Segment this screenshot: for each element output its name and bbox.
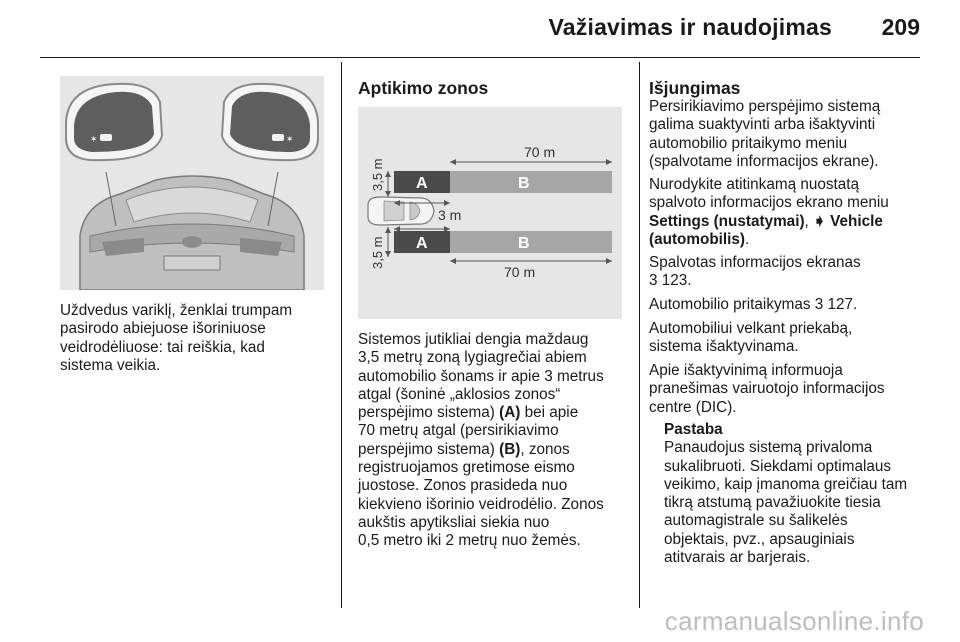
text-span: perspėjimo sistema): [358, 404, 500, 422]
text-line: tikrą atstumą pavažiuokite tiesia: [664, 494, 881, 512]
text-line: automobilio pritaikymo meniu: [649, 134, 848, 152]
text-line: veikimo, kaip įmanoma greičiau tam: [664, 475, 908, 493]
col3-paragraph-3: [649, 254, 861, 291]
note-block: [664, 421, 907, 567]
text-line: Nurodykite atitinkamą nuostatą: [649, 176, 860, 193]
text-line: Apie išaktyvinimą informuoja: [649, 362, 843, 379]
text-line: Automobilio pritaikymas 3 127.: [649, 296, 858, 313]
zone-b-top-label: B: [518, 175, 530, 192]
col1-paragraph: [60, 302, 292, 375]
text-line: Persirikiavimo perspėjimo sistemą: [649, 98, 881, 115]
text-line: automagistrale su šalikelės: [664, 512, 848, 530]
col2-paragraph: [358, 331, 604, 551]
car-top-view: [368, 197, 434, 225]
zone-b-ref: (B): [499, 440, 521, 458]
text-line: sukalibruoti. Siekdami optimalaus: [664, 457, 892, 475]
text-line: (spalvotame informacijos ekrane).: [649, 152, 879, 170]
zone-b-top: [450, 171, 612, 193]
watermark: carmanualsonline.info: [664, 606, 924, 636]
text-line: Sistemos jutikliai dengia maždaug: [358, 331, 589, 348]
text-span: ,: [804, 212, 814, 230]
dim-side-bottom-label: 3,5 m: [370, 236, 385, 269]
text-line: sistema išaktyvinama.: [649, 338, 799, 356]
zone-a-ref: (A): [499, 404, 521, 422]
text-line: [649, 213, 889, 231]
text-line: 3,5 metrų zoną lygiagrečiai abiem: [358, 349, 587, 367]
mirror-car-illustration: [60, 76, 324, 290]
column-divider-2: [639, 62, 640, 608]
zone-a-bottom-label: A: [416, 235, 428, 252]
text-line: Uždvedus variklį, ženklai trumpam: [60, 302, 293, 319]
text-line: registruojamos gretimose eismo: [358, 459, 575, 477]
text-line: Spalvotas informacijos ekranas: [649, 254, 861, 271]
text-span: , zonos: [520, 440, 570, 458]
section-title-detection-zones: Aptikimo zonos: [358, 78, 489, 98]
text-line: automobilio šonams ir apie 3 metrus: [358, 367, 604, 385]
detection-zones-diagram: [358, 107, 622, 319]
col3-paragraph-6: [649, 362, 885, 417]
note-title: Pastaba: [664, 421, 723, 438]
text-line: kiekvieno išorinio veidrodėlio. Zonos: [358, 495, 604, 513]
col3-paragraph-1: [649, 98, 880, 171]
svg-text:✶: ✶: [286, 135, 294, 145]
text-line: 70 metrų atgal (persirikiavimo: [358, 422, 559, 440]
text-line: [358, 441, 604, 459]
dim-side-top-label: 3,5 m: [370, 158, 385, 191]
text-span: perspėjimo sistema): [358, 440, 500, 458]
dim-back-label: 3 m: [438, 207, 462, 223]
col3-paragraph-4: [649, 296, 857, 314]
page-reference: 3 123.: [649, 272, 692, 290]
zone-b-bottom: [450, 231, 612, 253]
text-line: sistema veikia.: [60, 356, 161, 374]
section-title-deactivation: Išjungimas: [649, 78, 741, 98]
text-line: atitvarais ar barjerais.: [664, 549, 811, 567]
page-title: Važiavimas ir naudojimas: [548, 14, 832, 40]
text-line: pranešimas vairuotojo informacijos: [649, 380, 885, 398]
menu-vehicle-ref: (automobilis): [649, 230, 746, 248]
menu-settings-ref: Settings (nustatymai): [649, 212, 805, 230]
text-line: Automobiliui velkant priekabą,: [649, 320, 853, 337]
text-line: [649, 231, 889, 249]
text-span: .: [745, 230, 750, 248]
column-divider-1: [341, 62, 342, 608]
menu-arrow-icon: ➧: [813, 212, 826, 230]
text-line: centre (DIC).: [649, 398, 737, 416]
text-line: juostose. Zonos prasideda nuo: [358, 477, 568, 495]
text-line: veidrodėliuose: tai reiškia, kad: [60, 338, 265, 356]
right-mirror: [222, 84, 318, 160]
text-line: aukštis apytiksliai siekia nuo: [358, 513, 550, 531]
car-rear-drawing: [80, 176, 304, 290]
dim-top-label: 70 m: [524, 144, 556, 160]
dim-bottom-label: 70 m: [504, 264, 536, 280]
zone-a-top-label: A: [416, 175, 428, 192]
text-line: galima suaktyvinti arba išaktyvinti: [649, 116, 876, 134]
text-line: [358, 404, 604, 422]
text-line: pasirodo abiejuose išoriniuose: [60, 320, 266, 338]
text-line: objektais, pvz., apsauginiais: [664, 530, 855, 548]
text-line: Panaudojus sistemą privaloma: [664, 439, 873, 457]
col3-paragraph-2: [649, 176, 889, 249]
text-line: atgal (šoninė „aklosios zonos“: [358, 385, 561, 403]
left-mirror: [66, 84, 162, 160]
text-line: 0,5 metro iki 2 metrų nuo žemės.: [358, 532, 581, 550]
col3-paragraph-5: [649, 320, 852, 357]
header-rule: [40, 57, 920, 58]
menu-vehicle-ref: Vehicle: [825, 212, 883, 230]
svg-text:✶: ✶: [90, 135, 98, 145]
page-number: 209: [881, 14, 920, 40]
text-line: spalvoto informacijos ekrano meniu: [649, 194, 889, 212]
zone-b-bottom-label: B: [518, 235, 530, 252]
text-span: bei apie: [520, 404, 579, 422]
